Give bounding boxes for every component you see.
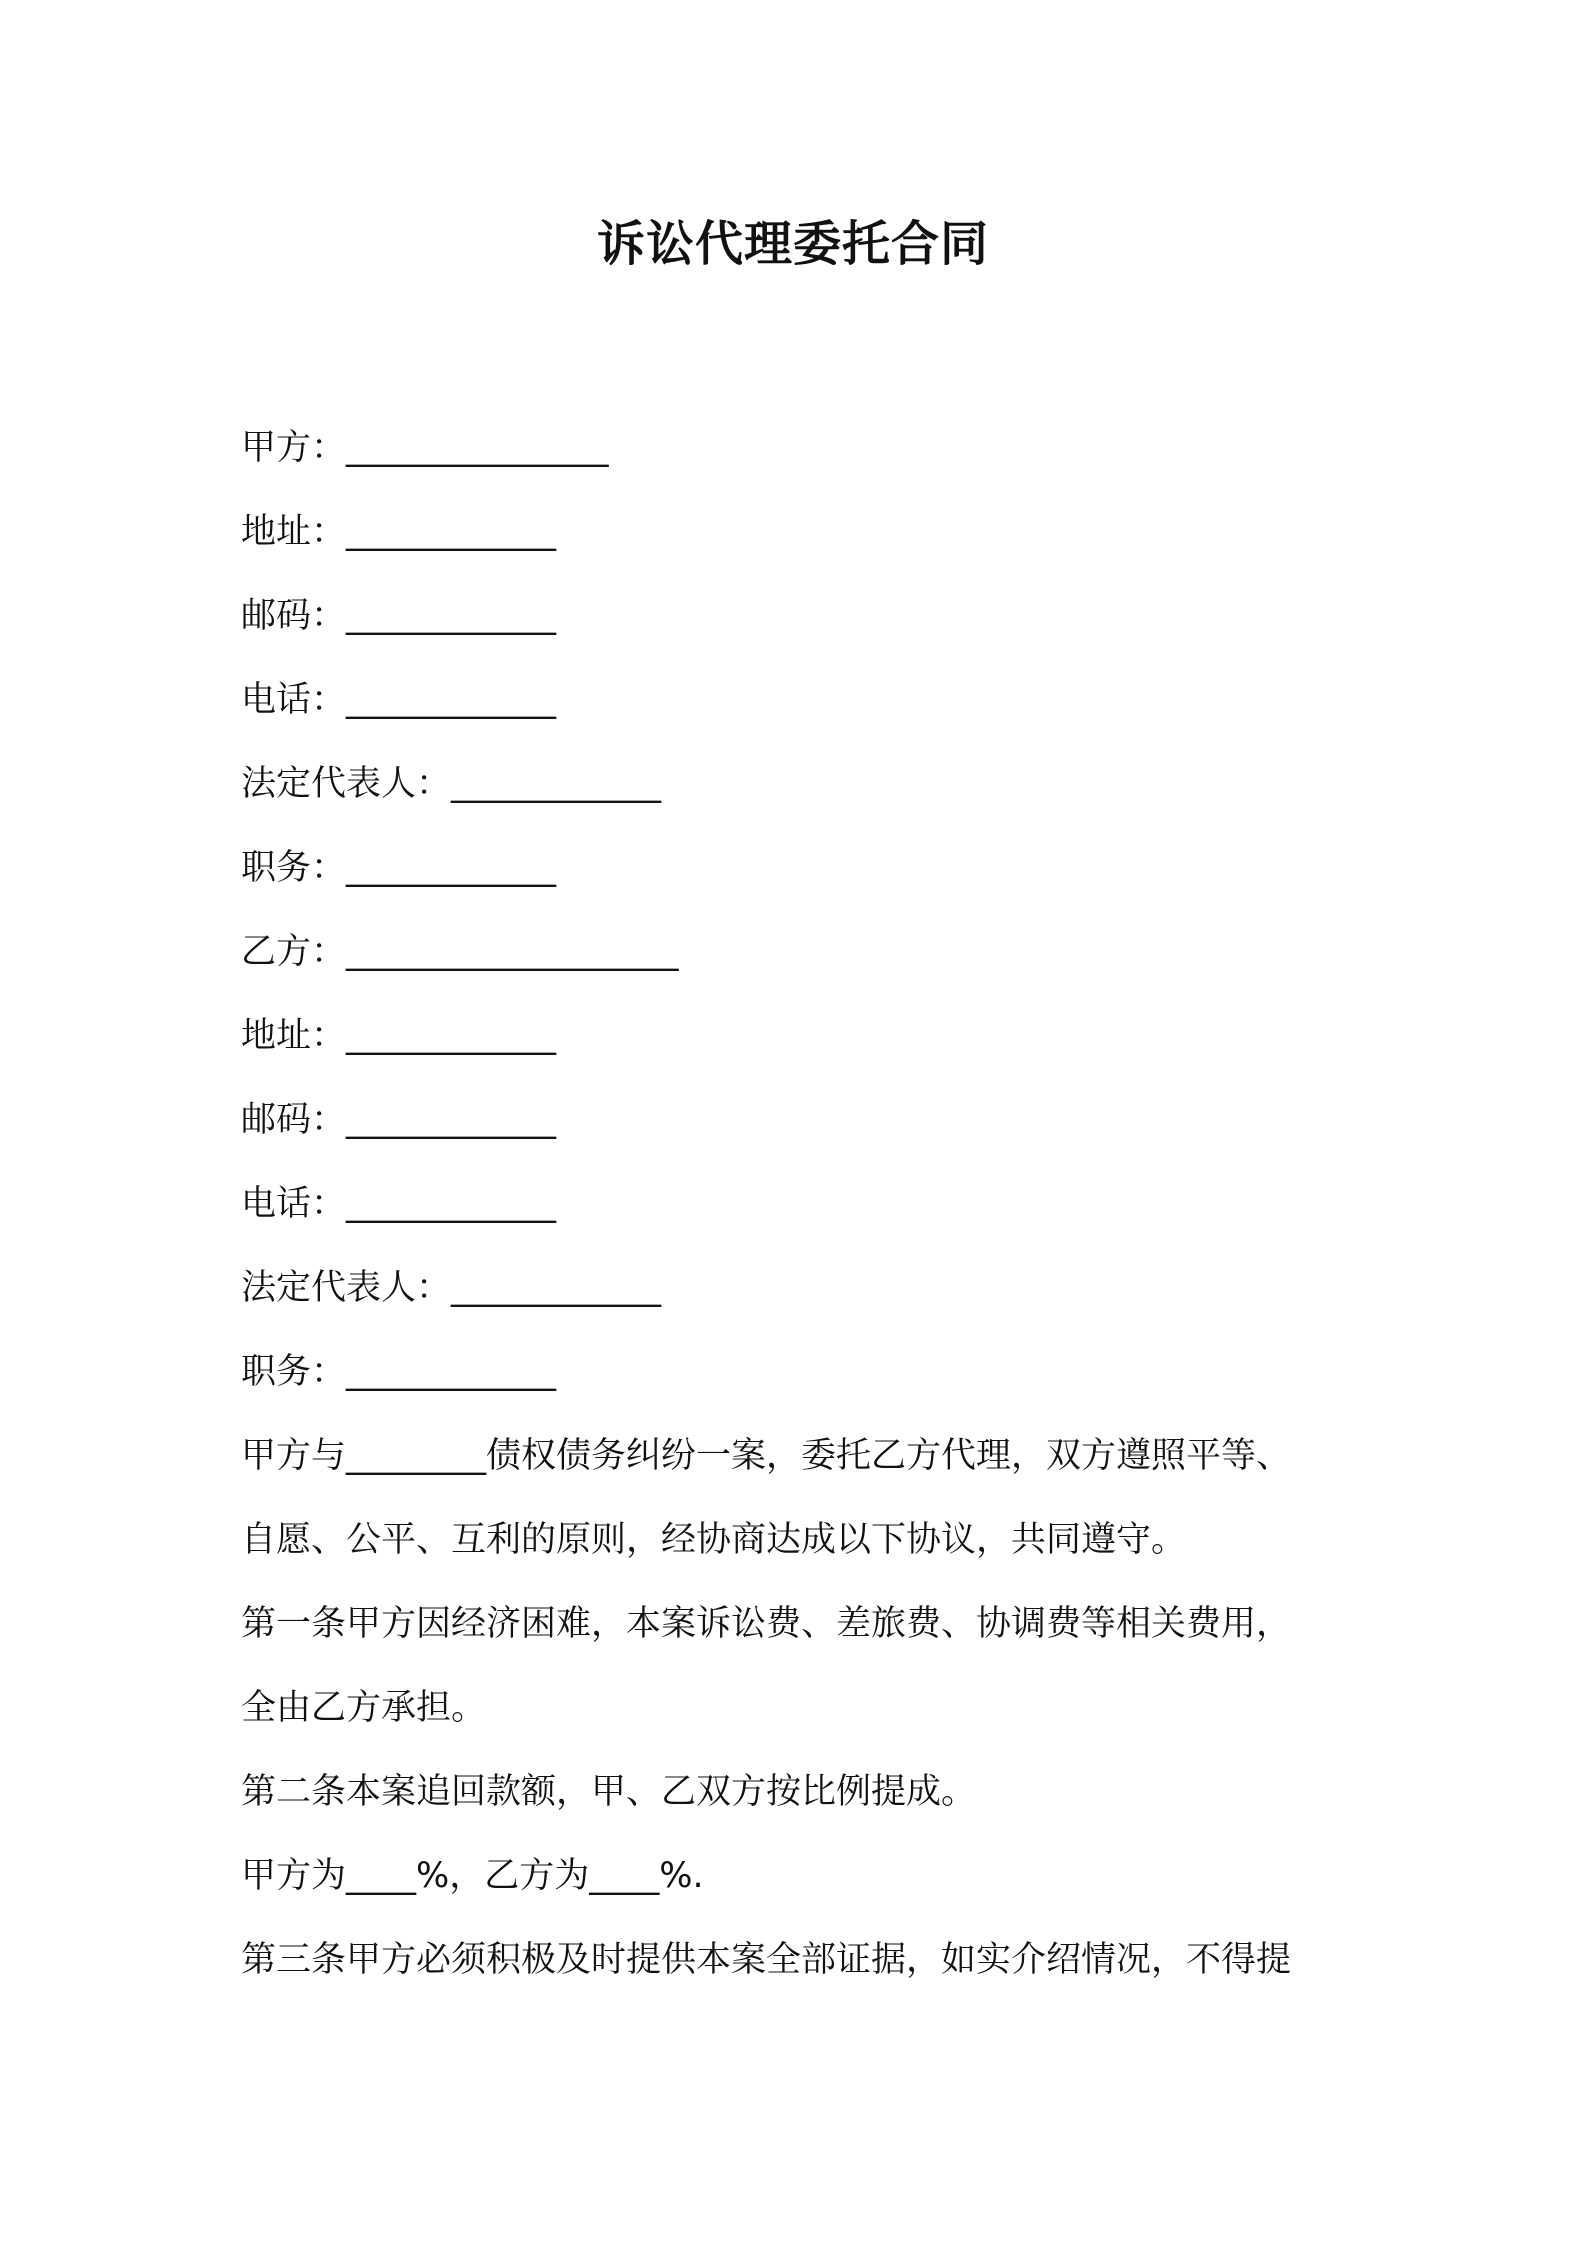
article-2-line-1: 第二条本案追回款额，甲、乙双方按比例提成。 bbox=[241, 1772, 977, 1812]
party-a-postcode-line: 邮码：____________ bbox=[241, 596, 557, 636]
article-1-line-2: 全由乙方承担。 bbox=[241, 1688, 487, 1728]
party-b-phone-line: 电话：____________ bbox=[241, 1184, 557, 1224]
party-b-address-line: 地址：____________ bbox=[241, 1016, 557, 1056]
party-a-phone-line: 电话：____________ bbox=[241, 680, 557, 720]
article-3-line-1: 第三条甲方必须积极及时提供本案全部证据，如实介绍情况，不得提 bbox=[241, 1940, 1292, 1980]
preamble-line-2: 自愿、公平、互利的原则，经协商达成以下协议，共同遵守。 bbox=[241, 1520, 1187, 1560]
document-title: 诉讼代理委托合同 bbox=[596, 216, 989, 272]
party-b-legal-rep-line: 法定代表人：____________ bbox=[241, 1268, 662, 1308]
preamble-line-1: 甲方与________债权债务纠纷一案，委托乙方代理，双方遵照平等、 bbox=[241, 1436, 1292, 1476]
party-a-position-line: 职务：____________ bbox=[241, 848, 557, 888]
party-a-address-line: 地址：____________ bbox=[241, 512, 557, 552]
article-1-line-1: 第一条甲方因经济困难，本案诉讼费、差旅费、协调费等相关费用， bbox=[241, 1604, 1292, 1644]
article-2-ratio-line: 甲方为____%，乙方为____%. bbox=[241, 1856, 704, 1896]
party-b-name-line: 乙方：___________________ bbox=[241, 932, 679, 972]
party-b-postcode-line: 邮码：____________ bbox=[241, 1100, 557, 1140]
party-a-name-line: 甲方：_______________ bbox=[241, 428, 609, 468]
party-a-legal-rep-line: 法定代表人：____________ bbox=[241, 764, 662, 804]
party-b-position-line: 职务：____________ bbox=[241, 1352, 557, 1392]
document-body bbox=[241, 406, 1381, 2002]
